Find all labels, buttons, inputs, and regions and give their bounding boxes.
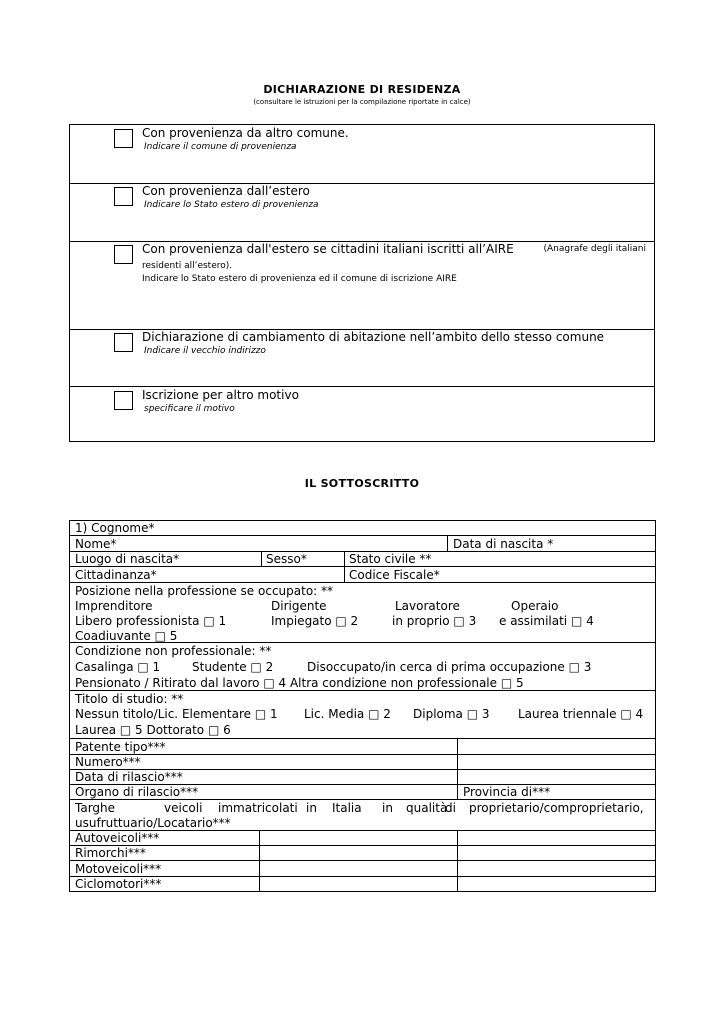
provincia-label: Provincia di*** <box>463 785 551 799</box>
targhe-word: in <box>382 801 393 815</box>
data-rilascio-label: Data di rilascio*** <box>75 770 183 784</box>
option-hint: Indicare lo Stato estero di provenienza ed il comune di iscrizione AIRE <box>142 274 457 284</box>
option-label-cont: residenti all’estero). <box>142 261 233 271</box>
option-label-small: (Anagrafe degli italiani <box>543 244 646 254</box>
option-cambio-abitazione <box>70 329 654 386</box>
option-lavoratore-in-proprio[interactable]: in proprio □ 3 <box>392 614 477 628</box>
option-altro-motivo <box>70 386 654 441</box>
targhe-word: di <box>445 801 456 815</box>
targhe-line2: usufruttuario/Locatario*** <box>75 816 231 830</box>
data-nascita-label: Data di nascita * <box>453 537 554 551</box>
option-coadiuvante[interactable]: Coadiuvante □ 5 <box>75 629 178 643</box>
targhe-word: Italia <box>332 801 362 815</box>
option-pensionato-altra-condizione[interactable]: Pensionato / Ritirato dal lavoro □ 4 Altra condizione non professionale □ 5 <box>75 676 524 690</box>
option-hint: Indicare il comune di provenienza <box>144 142 297 152</box>
targhe-word: immatricolati <box>218 801 298 815</box>
professione-imprenditore: Imprenditore <box>75 599 153 613</box>
option-impiegato[interactable]: Impiegato □ 2 <box>271 614 359 628</box>
motoveicoli-label: Motoveicoli*** <box>75 862 162 876</box>
checkbox-altro-comune[interactable] <box>114 129 133 148</box>
option-laurea-dottorato[interactable]: Laurea □ 5 Dottorato □ 6 <box>75 723 231 737</box>
option-label-main: Con provenienza dall'estero se cittadini italiani iscritti all’AIRE <box>142 242 514 256</box>
professione-title: Posizione nella professione se occupato: ** <box>75 584 334 598</box>
studio-title: Titolo di studio: ** <box>75 692 184 706</box>
option-aire <box>70 241 654 329</box>
autoveicoli-label: Autoveicoli*** <box>75 831 160 845</box>
option-operaio-assimilati[interactable]: e assimilati □ 4 <box>499 614 594 628</box>
document-subtitle: (consultare le istruzioni per la compilazione riportate in calce) <box>253 98 471 106</box>
nome-label: Nome* <box>75 537 117 551</box>
checkbox-estero[interactable] <box>114 187 133 206</box>
sesso-label: Sesso* <box>266 552 307 566</box>
option-studente[interactable]: Studente □ 2 <box>192 660 274 674</box>
option-label: Dichiarazione di cambiamento di abitazione nell’ambito dello stesso comune <box>142 330 605 344</box>
option-label <box>142 241 646 258</box>
cognome-label: 1) Cognome* <box>75 521 155 535</box>
professione-lavoratore: Lavoratore <box>395 599 460 613</box>
option-laurea-triennale[interactable]: Laurea triennale □ 4 <box>518 707 644 721</box>
option-diploma[interactable]: Diploma □ 3 <box>413 707 490 721</box>
numero-label: Numero*** <box>75 755 141 769</box>
targhe-word: qualità <box>406 801 448 815</box>
option-altro-comune <box>70 125 654 183</box>
cittadinanza-label: Cittadinanza* <box>75 568 157 582</box>
option-libero-professionista[interactable]: Libero professionista □ 1 <box>75 614 227 628</box>
professione-operaio: Operaio <box>511 599 559 613</box>
option-hint: Indicare lo Stato estero di provenienza <box>144 200 319 210</box>
checkbox-cambio-abitazione[interactable] <box>114 333 133 352</box>
patente-tipo-label: Patente tipo*** <box>75 740 166 754</box>
professione-dirigente: Dirigente <box>271 599 327 613</box>
checkbox-aire[interactable] <box>114 245 133 264</box>
option-casalinga[interactable]: Casalinga □ 1 <box>75 660 161 674</box>
ciclomotori-label: Ciclomotori*** <box>75 877 162 891</box>
option-hint: specificare il motivo <box>144 404 235 414</box>
targhe-word: in <box>306 801 317 815</box>
section-title: IL SOTTOSCRITTO <box>304 477 420 490</box>
condizione-title: Condizione non professionale: ** <box>75 644 272 658</box>
personal-data-form <box>69 520 656 892</box>
stato-civile-label: Stato civile ** <box>349 552 432 566</box>
option-label: Iscrizione per altro motivo <box>142 388 299 402</box>
option-hint: Indicare il vecchio indirizzo <box>144 346 266 356</box>
targhe-word: Targhe <box>75 801 116 815</box>
option-nessun-titolo[interactable]: Nessun titolo/Lic. Elementare □ 1 <box>75 707 278 721</box>
luogo-nascita-label: Luogo di nascita* <box>75 552 180 566</box>
checkbox-altro-motivo[interactable] <box>114 391 133 410</box>
targhe-word: veicoli <box>164 801 203 815</box>
option-estero <box>70 183 654 241</box>
residence-options-box <box>69 124 655 442</box>
option-disoccupato[interactable]: Disoccupato/in cerca di prima occupazione □ 3 <box>307 660 592 674</box>
codice-fiscale-label: Codice Fiscale* <box>349 568 440 582</box>
organo-rilascio-label: Organo di rilascio*** <box>75 785 199 799</box>
option-label: Con provenienza dall’estero <box>142 184 310 198</box>
rimorchi-label: Rimorchi*** <box>75 846 146 860</box>
targhe-word: proprietario/comproprietario, <box>469 801 644 815</box>
option-lic-media[interactable]: Lic. Media □ 2 <box>304 707 391 721</box>
option-label: Con provenienza da altro comune. <box>142 126 349 140</box>
document-title: DICHIARAZIONE DI RESIDENZA <box>263 83 461 96</box>
